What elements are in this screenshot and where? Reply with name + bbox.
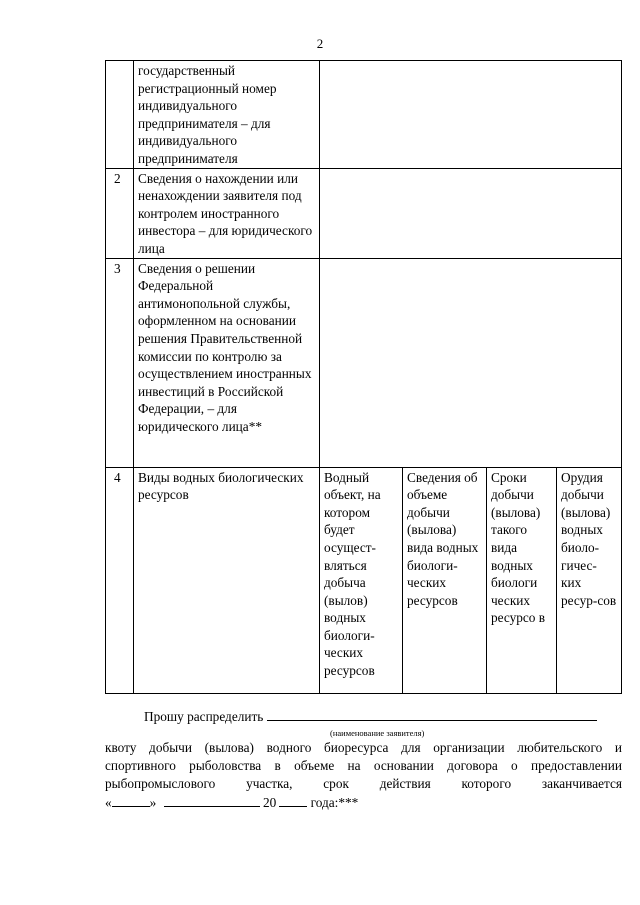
date-suffix: года:*** <box>310 795 359 810</box>
row-label: Виды водных биологических ресурсов <box>134 467 320 693</box>
column-water-body: Водный объект, на котором будет осущест-вляться добыча (вылов) водных биологи-ческих ресурсов <box>320 467 403 693</box>
row-number: 2 <box>106 168 134 258</box>
application-table <box>105 60 622 694</box>
applicant-name-field[interactable] <box>267 720 597 721</box>
column-gear: Орудия добычи (вылова) водных биоло-гичес-ких ресур-сов <box>557 467 622 693</box>
table-row <box>106 61 622 169</box>
request-prefix: Прошу распределить <box>144 709 264 724</box>
request-line-3: рыбопромыслового участка, срок действия которого заканчивается <box>105 776 622 791</box>
request-line-2: спортивного рыболовства в объеме на основании договора о предоставлении <box>105 758 622 773</box>
date-close-quote: » <box>149 795 157 810</box>
column-volume: Сведения об объеме добычи (вылова) вида водных биологи-ческих ресурсов <box>403 467 487 693</box>
table-row <box>106 168 622 258</box>
row-number: 3 <box>106 258 134 467</box>
date-year-field[interactable] <box>279 806 307 807</box>
request-line-1: квоту добычи (вылова) водного биоресурса для организации любительского и <box>105 740 622 755</box>
date-day-field[interactable] <box>112 806 150 807</box>
table-row <box>106 258 622 467</box>
table-row <box>106 467 622 693</box>
request-line <box>144 708 597 726</box>
row-label: Сведения о решении Федеральной антимонопольной службы, оформленном на основании решения Правительственной комиссии по контролю за осуществлением иностранных инвестиций в Российской Федерации, – для юридического лица** <box>134 258 320 467</box>
date-year-prefix: 20 <box>262 795 277 810</box>
applicant-caption: (наименование заявителя) <box>330 728 425 738</box>
date-open-quote: « <box>105 795 112 810</box>
row-label: Сведения о нахождении или ненахождении заявителя под контролем иностранного инвестора – для юридического лица <box>134 168 320 258</box>
page-number: 2 <box>316 36 324 51</box>
date-month-field[interactable] <box>164 806 260 807</box>
row-value-cell[interactable] <box>320 61 622 169</box>
row-value-cell[interactable] <box>320 258 622 467</box>
row-number: 4 <box>106 467 134 693</box>
row-number <box>106 61 134 169</box>
column-dates: Сроки добычи (вылова) такого вида водных биологи ческих ресурсо в <box>487 467 557 693</box>
row-value-cell[interactable] <box>320 168 622 258</box>
row-label: государственный регистрационный номер индивидуального предпринимателя – для индивидуального предпринимателя <box>134 61 320 169</box>
date-line <box>105 794 358 812</box>
